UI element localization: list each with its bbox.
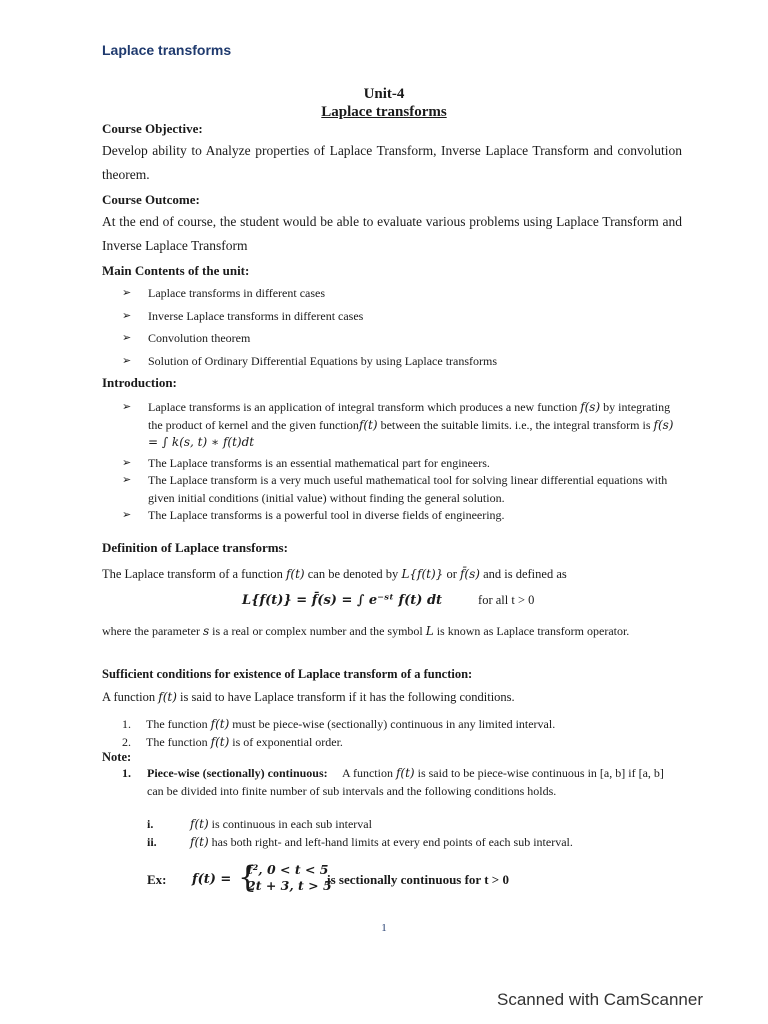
definition-where-text: where the parameter s is a real or complex number and the symbol L is known as Laplace transform operator. (102, 624, 630, 638)
laplace-definition-formula: L{f(t)} = f̄(s) = ∫ e⁻ˢᵗ f(t) dt for all t > 0 (242, 593, 535, 608)
introduction-heading: Introduction: (102, 375, 177, 390)
example-label: Ex: (147, 872, 167, 887)
unit-title: Laplace transforms (321, 104, 447, 120)
list-item: ➢ Solution of Ordinary Differential Equations by using Laplace transforms (122, 350, 682, 373)
scanner-watermark: Scanned with CamScanner (497, 990, 704, 1009)
note-heading: Note: (102, 750, 132, 764)
main-contents-list (122, 282, 682, 372)
case-brace: { (238, 860, 258, 895)
course-objective-text: Develop ability to Analyze properties of Laplace Transform, Inverse Laplace Transform and convolution theorem. (102, 143, 682, 182)
example-conclusion: is sectionally continuous for t > 0 (327, 872, 509, 887)
list-item: ➢ The Laplace transforms is an essential mathematical part for engineers. (122, 455, 682, 473)
list-item: ➢ Convolution theorem (122, 327, 682, 350)
sufficient-conditions-heading: Sufficient conditions for existence of Laplace transform of a function: (102, 667, 473, 681)
arrow-bullet-icon: ➢ (122, 332, 132, 344)
arrow-bullet-icon: ➢ (122, 509, 132, 521)
list-item: 2. The function f(t) is of exponential order. (122, 735, 343, 749)
example-lhs: f(t) = (192, 872, 232, 887)
list-item: 1. The function f(t) must be piece-wise (sectionally) continuous in any limited interval. (122, 717, 556, 731)
subcondition-item: i. f(t) is continuous in each sub interval (147, 817, 372, 831)
arrow-bullet-icon: ➢ (122, 309, 132, 322)
list-item: ➢ The Laplace transform is a very much useful mathematical tool for solving linear differential equations with given initial conditions (initial value) without finding the general solution. (122, 473, 668, 505)
course-objective-heading: Course Objective: (102, 121, 203, 136)
conditions-list (122, 715, 555, 751)
main-contents-heading: Main Contents of the unit: (102, 263, 250, 278)
page-number: 1 (381, 922, 387, 934)
list-item: ➢ The Laplace transforms is a powerful tool in diverse fields of engineering. (122, 507, 682, 525)
arrow-bullet-icon: ➢ (122, 474, 132, 486)
list-item: ➢ Laplace transforms is an application of integral transform which produces a new function f(s) by integrating the product of kernel and the given functionf(t) between the suitable limits. i.e., the integral transform is f(s) = ∫ k(s, t) ∗ f(t)dt (122, 400, 674, 449)
course-outcome-heading: Course Outcome: (102, 192, 200, 207)
definition-heading: Definition of Laplace transforms: (102, 540, 288, 555)
integral-transform-formula: f(s) = ∫ k(s, t) ∗ f(t)dt (148, 417, 674, 449)
example-cases: t², 0 < t < 5 2t + 3, t > 5 (247, 862, 332, 893)
running-header: Laplace transforms (102, 42, 232, 58)
arrow-bullet-icon: ➢ (122, 456, 132, 469)
list-item: ➢ Inverse Laplace transforms in different cases (122, 305, 682, 328)
sufficient-conditions-intro: A function f(t) is said to have Laplace transform if it has the following conditions. (102, 690, 515, 704)
definition-text: The Laplace transform of a function f(t) can be denoted by L{f(t)} or f̄(s) and is defined as (102, 567, 567, 581)
piecewise-definition: 1. Piece-wise (sectionally) continuous: A function f(t) is said to be piece-wise continuous in [a, b] if [a, b] can be divided into finite number of sub intervals and the following conditions holds. (122, 766, 664, 798)
introduction-list (122, 399, 682, 525)
subcondition-item: ii. f(t) has both right- and left-hand limits at every end points of each sub interval. (147, 835, 573, 849)
list-item: ➢ Laplace transforms in different cases (122, 282, 682, 305)
arrow-bullet-icon: ➢ (122, 287, 132, 299)
arrow-bullet-icon: ➢ (122, 354, 132, 367)
course-outcome-text: At the end of course, the student would be able to evaluate various problems using Laplace Transform and Inverse Laplace Transform (102, 214, 682, 253)
unit-number: Unit-4 (363, 86, 405, 102)
arrow-bullet-icon: ➢ (122, 401, 132, 413)
